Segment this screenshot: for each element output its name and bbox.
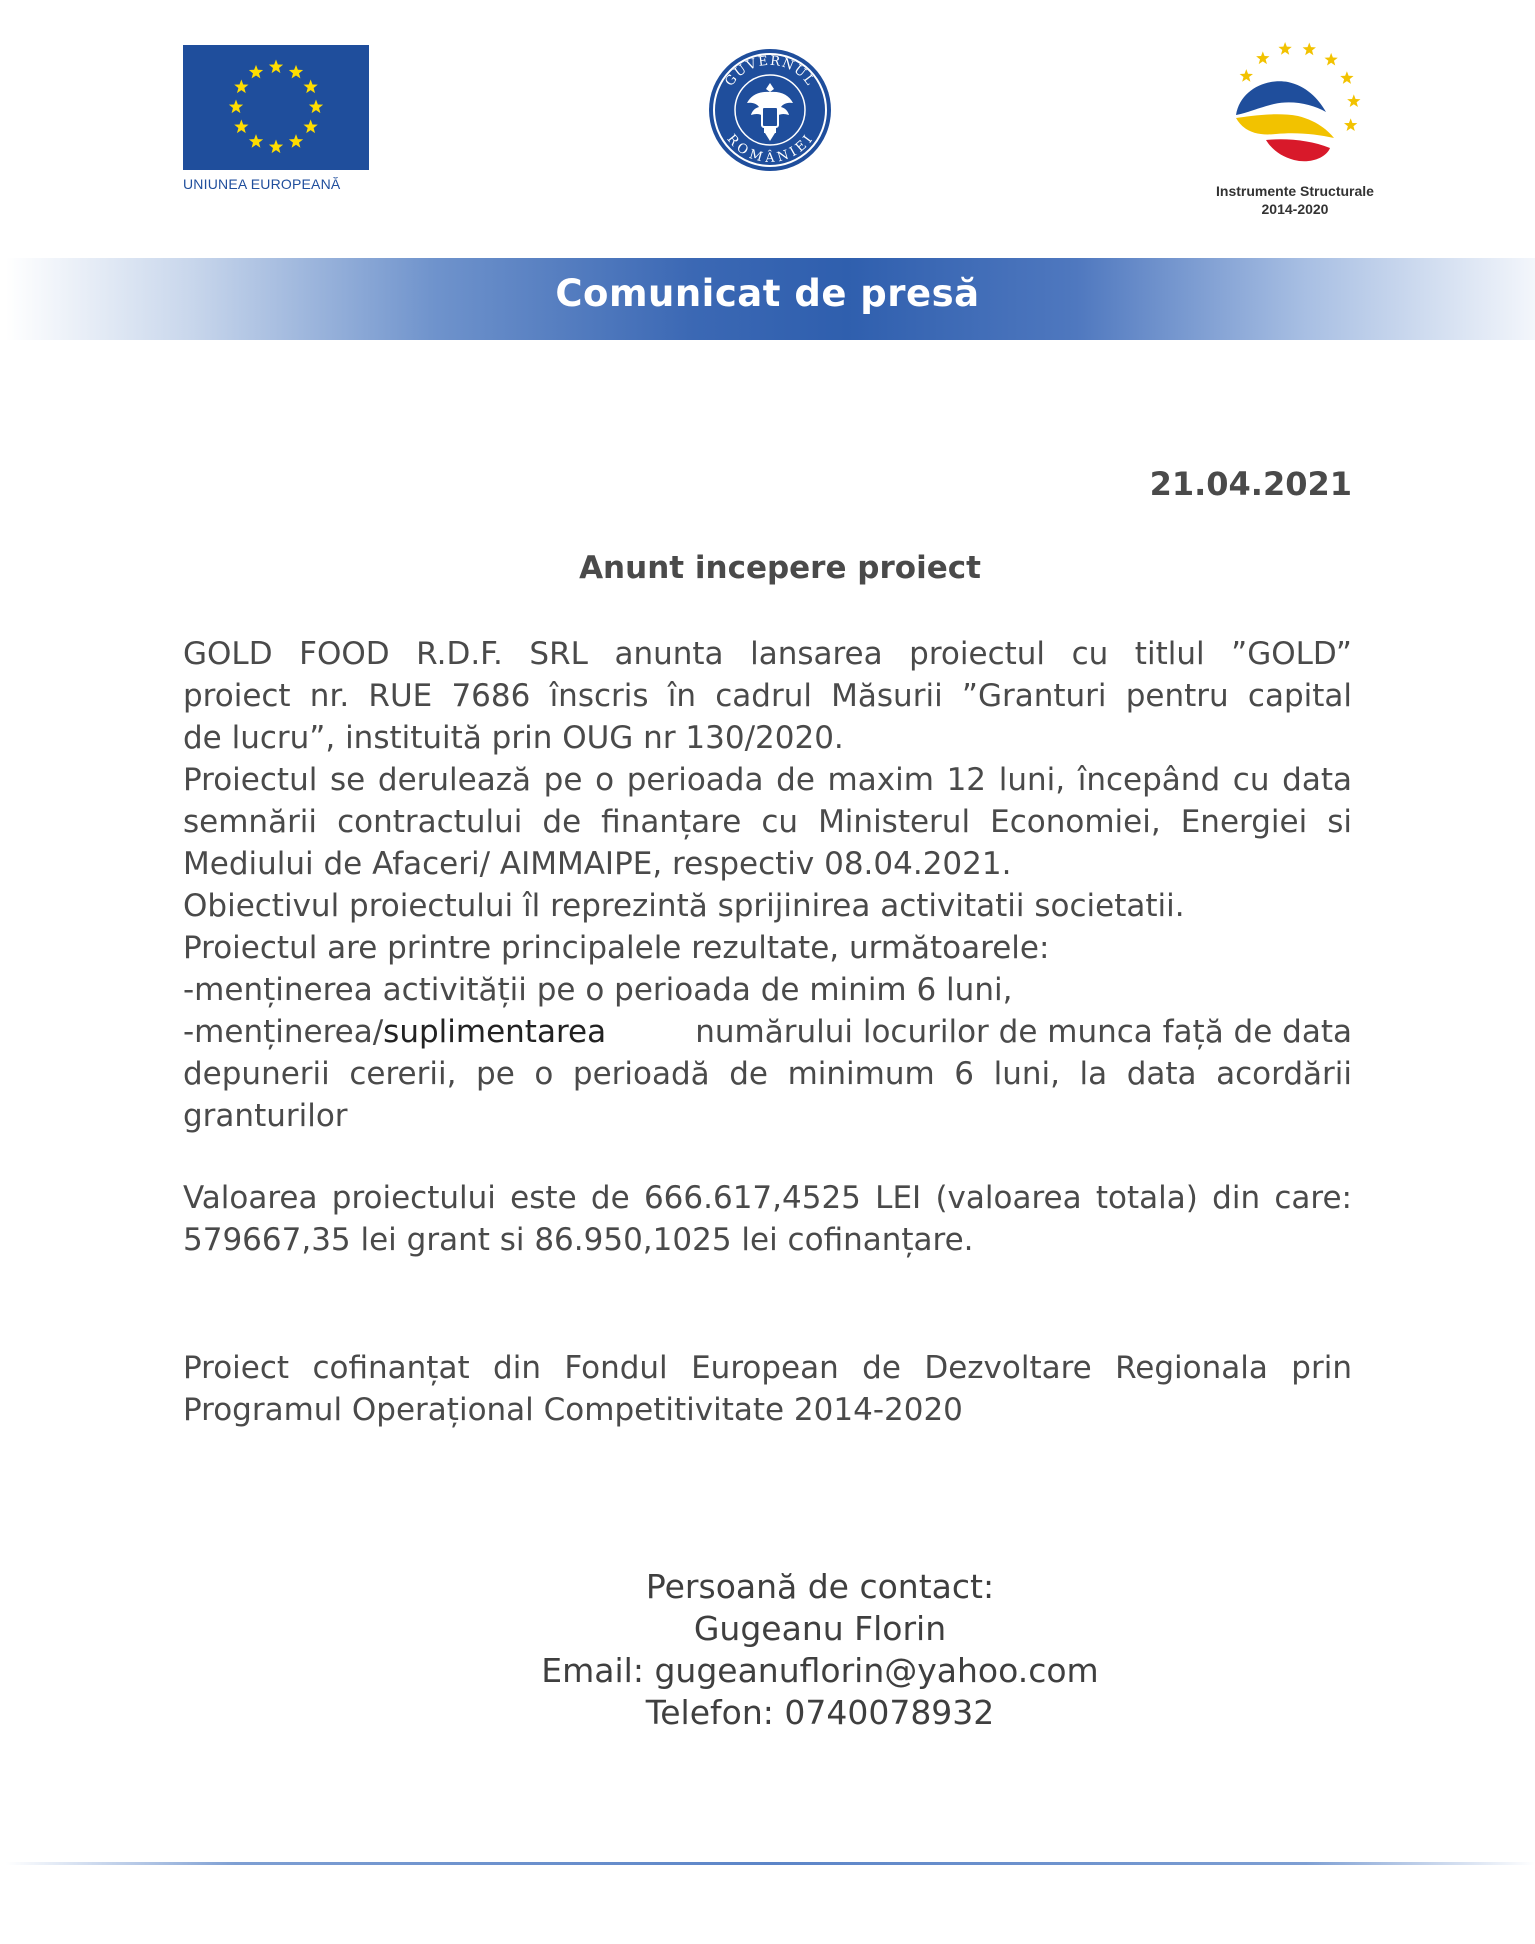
structural-star-icon <box>1240 69 1253 82</box>
text-fragment: -menținerea/ <box>183 1014 384 1050</box>
text-line: Programul Operațional Competitivitate 2014-2020 <box>183 1392 963 1428</box>
seal-top-text: GUVERNUL <box>722 53 818 90</box>
structural-star-icon <box>1256 51 1269 64</box>
footer-divider <box>6 1862 1535 1865</box>
text-line: Valoarea proiectului este de 666.617,4525 LEI (valoarea totala) din care: <box>183 1180 1352 1216</box>
contact-name: Gugeanu Florin <box>693 1609 947 1648</box>
structural-star-icon <box>1347 94 1360 107</box>
press-date: 21.04.2021 <box>1149 465 1352 503</box>
structural-star-icon <box>1303 43 1316 56</box>
text-line: semnării contractului de finanțare cu Ministerul Economiei, Energiei si <box>183 804 1352 840</box>
contact-phone: Telefon: 0740078932 <box>645 1693 995 1732</box>
document-title: Anunt incepere proiect <box>579 550 981 586</box>
text-line: Mediului de Afaceri/ AIMMAIPE, respectiv 08.04.2021. <box>183 846 1012 882</box>
contact-block <box>0 1566 1535 1734</box>
text-line: Proiectul se derulează pe o perioada de maxim 12 luni, începând cu data <box>183 762 1352 798</box>
text-line: Proiect cofinanțat din Fondul European de Dezvoltare Regionala prin <box>183 1350 1352 1386</box>
structural-star-icon <box>1340 71 1353 84</box>
text-line: GOLD FOOD R.D.F. SRL anunta lansarea proiectul cu titlul ”GOLD” <box>183 636 1352 672</box>
text-line-mixed <box>183 1011 1352 1053</box>
structural-star-icon <box>1278 42 1291 55</box>
cofinancing-paragraph <box>183 1347 1352 1431</box>
text-line: granturilor <box>183 1098 348 1134</box>
seal-bottom-text: ROMÂNIEI <box>723 131 817 166</box>
text-line: 579667,35 lei grant si 86.950,1025 lei cofinanțare. <box>183 1222 974 1258</box>
contact-heading: Persoană de contact: <box>645 1567 995 1606</box>
contact-email: Email: gugeanuflorin@yahoo.com <box>541 1651 1099 1690</box>
text-line: de lucru”, instituită prin OUG nr 130/2020. <box>183 720 844 756</box>
text-line: Obiectivul proiectului îl reprezintă sprijinirea activitatii societatii. <box>183 888 1185 924</box>
structural-star-icon <box>1324 53 1337 66</box>
text-line: Proiectul are printre principalele rezultate, următoarele: <box>183 930 1050 966</box>
structural-instruments-logo <box>1226 40 1364 175</box>
emphasized-word: suplimentarea <box>383 1014 607 1050</box>
text-line: proiect nr. RUE 7686 înscris în cadrul Măsurii ”Granturi pentru capital <box>183 678 1352 714</box>
text-line: depunerii cererii, pe o perioadă de minimum 6 luni, la data acordării <box>183 1056 1352 1092</box>
text-fragment: numărului locurilor de munca față de data <box>695 1014 1352 1050</box>
text-line: -menținerea activității pe o perioada de minim 6 luni, <box>183 972 1013 1008</box>
structural-label-line2: 2014-2020 <box>1261 201 1329 217</box>
structural-instruments-label <box>1170 182 1420 218</box>
government-seal-logo <box>707 47 833 173</box>
eu-flag-logo <box>183 45 369 170</box>
structural-star-icon <box>1344 118 1357 131</box>
eu-label: UNIUNEA EUROPEANĂ <box>183 176 341 192</box>
structural-label-line1: Instrumente Structurale <box>1216 183 1374 199</box>
main-paragraph <box>183 633 1352 1137</box>
project-value-paragraph <box>183 1177 1352 1261</box>
banner-title: Comunicat de presă <box>555 272 980 315</box>
